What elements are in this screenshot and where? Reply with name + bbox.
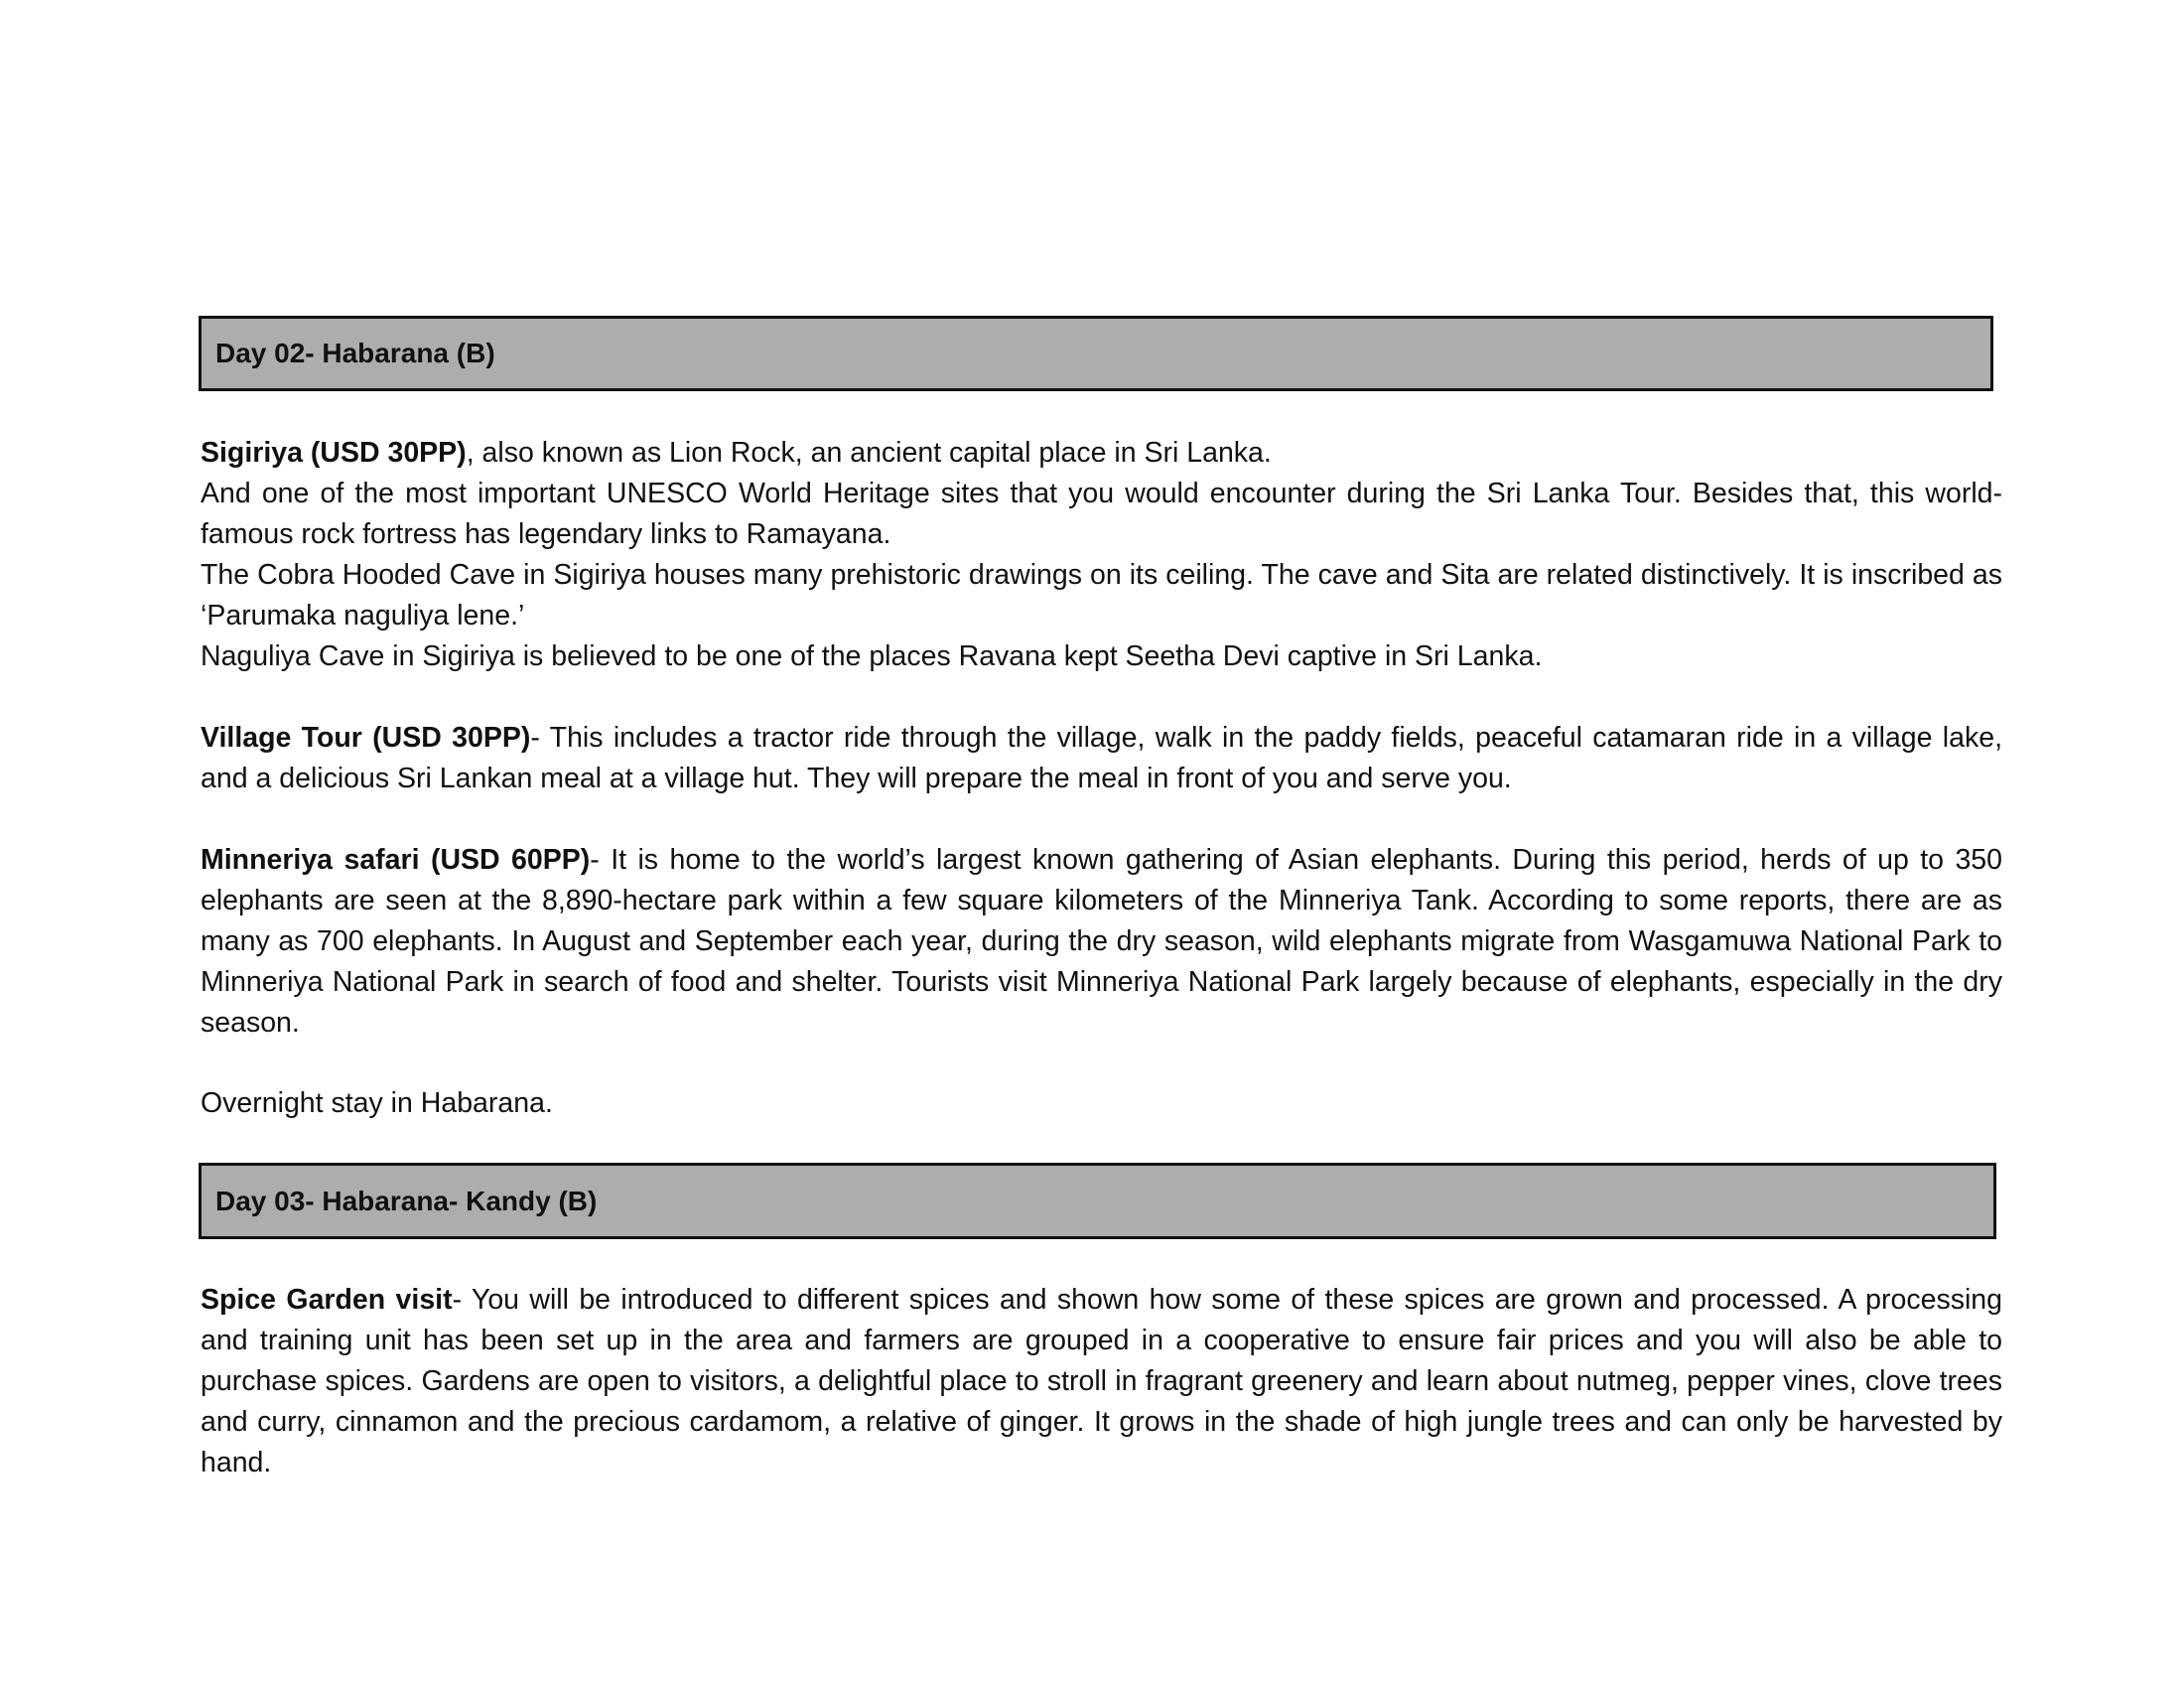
- minneriya-paragraph: [201, 840, 2002, 1044]
- village-tour-paragraph: [201, 718, 2002, 799]
- day02-header: [199, 316, 1993, 391]
- day02-header-text: Day 02- Habarana (B): [215, 338, 495, 368]
- sigiriya-unesco-paragraph: [201, 474, 2002, 555]
- cobra-cave-text: The Cobra Hooded Cave in Sigiriya houses many prehistoric drawings on its ceiling. The cave and Sita are related distinctively. It is inscribed as ‘Parumaka naguliya lene.’: [201, 559, 2002, 632]
- sigiriya-title: Sigiriya (USD 30PP): [201, 437, 467, 469]
- spice-garden-paragraph: [201, 1280, 2002, 1483]
- overnight-text: Overnight stay in Habarana.: [201, 1087, 553, 1119]
- sigiriya-intro: , also known as Lion Rock, an ancient capital place in Sri Lanka.: [466, 437, 1272, 469]
- overnight-paragraph: [201, 1083, 2002, 1124]
- sigiriya-unesco-text: And one of the most important UNESCO World Heritage sites that you would encounter during the Sri Lanka Tour. Besides that, this world-famous rock fortress has legendary links to Ramayana.: [201, 478, 2002, 550]
- village-tour-title: Village Tour (USD 30PP): [201, 722, 531, 754]
- minneriya-text: - It is home to the world’s largest known gathering of Asian elephants. During this period, herds of up to 350 elephants are seen at the 8,890-hectare park within a few square kilometers of the Minneriya Tank. According to some reports, there are as many as 700 elephants. In August and September each year, during the dry season, wild elephants migrate from Wasgamuwa National Park to Minneriya National Park in search of food and shelter. Tourists visit Minneriya National Park largely because of elephants, especially in the dry season.: [201, 844, 2002, 1039]
- naguliya-cave-text: Naguliya Cave in Sigiriya is believed to be one of the places Ravana kept Seetha Devi captive in Sri Lanka.: [201, 640, 1543, 672]
- village-tour-text: - This includes a tractor ride through the village, walk in the paddy fields, peaceful catamaran ride in a village lake, and a delicious Sri Lankan meal at a village hut. They will prepare the meal in front of you and serve you.: [201, 722, 2002, 794]
- sigiriya-paragraph: [201, 433, 2002, 474]
- spice-garden-title: Spice Garden visit: [201, 1284, 453, 1316]
- day03-header: [199, 1163, 1996, 1239]
- spice-garden-text: - You will be introduced to different spices and shown how some of these spices are grown and processed. A processing and training unit has been set up in the area and farmers are grouped in a cooperative to ensure fair prices and you will also be able to purchase spices. Gardens are open to visitors, a delightful place to stroll in fragrant greenery and learn about nutmeg, pepper vines, clove trees and curry, cinnamon and the precious cardamom, a relative of ginger. It grows in the shade of high jungle trees and can only be harvested by hand.: [201, 1284, 2002, 1478]
- day03-header-text: Day 03- Habarana- Kandy (B): [215, 1185, 598, 1216]
- minneriya-title: Minneriya safari (USD 60PP): [201, 844, 591, 876]
- naguliya-cave-paragraph: [201, 636, 2002, 677]
- cobra-cave-paragraph: [201, 555, 2002, 636]
